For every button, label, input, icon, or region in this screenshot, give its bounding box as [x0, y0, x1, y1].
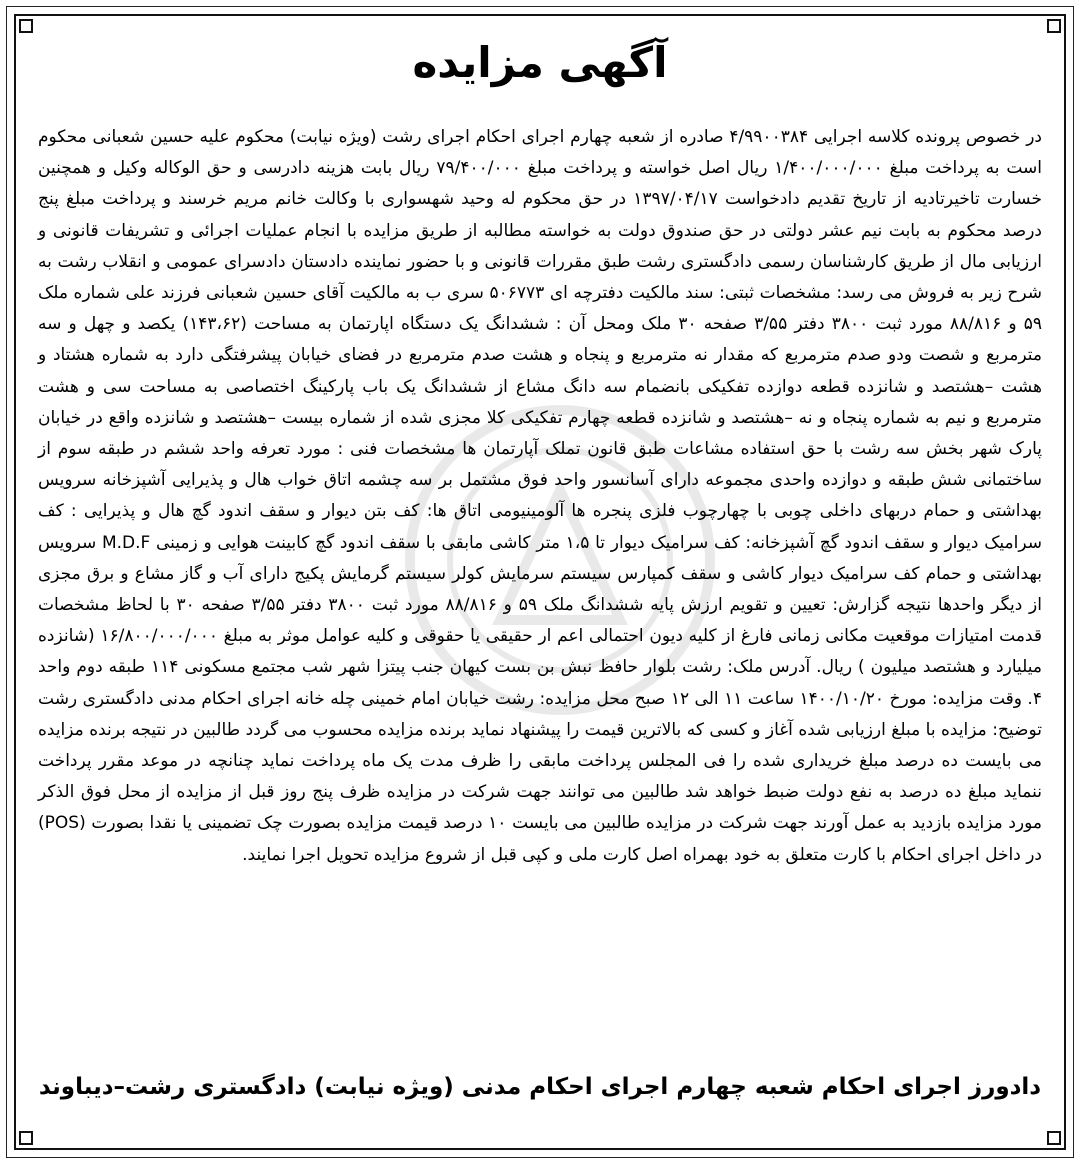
notice-footer-signature: دادورز اجرای احکام شعبه چهارم اجرای احکام مدنی (ویژه نیابت) دادگستری رشت–دیباوند: [38, 1074, 1042, 1100]
corner-ornament: [19, 1131, 33, 1145]
notice-title: آگهی مزایده: [412, 38, 668, 87]
corner-ornament: [19, 19, 33, 33]
corner-ornament: [1047, 1131, 1061, 1145]
corner-ornament: [1047, 19, 1061, 33]
notice-body: در خصوص پرونده کلاسه اجرایی ۴/۹۹۰۰۳۸۴ صادره از شعبه چهارم اجرای احکام اجرای رشت (ویژه نیابت) محکوم علیه حسین شعبانی محکوم است به پرداخت مبلغ ۱/۴۰۰/۰۰۰/۰۰۰ ریال اصل خواسته و پرداخت مبلغ ۷۹/۴۰۰/۰۰۰ ریال بابت هزینه دادرسی و حق الوکاله وکیل و همچنین خسارت تاخیرتادیه از تاریخ تقدیم دادخواست ۱۳۹۷/۰۴/۱۷ در حق محکوم له وحید شهسواری با وکالت خانم مریم خرسند و پرداخت مبلغ پنج درصد محکوم به بابت نیم عشر دولتی در حق صندوق دولت به خواسته مطالبه از طریق مزایده با انجام عملیات اجرائی و تشریفات قانونی و ارزیابی مال از طریق کارشناسان رسمی دادگستری رشت طبق مقررات قانونی و با حضور نماینده دادستان دادسرای عمومی و انقلاب رشت به شرح زیر به فروش می رسد: مشخصات ثبتی: سند مالکیت دفترچه ای ۵۰۶۷۷۳ سری ب به مالکیت آقای حسین شعبانی فرزند علی شماره ملک ۵۹ و ۸۸/۸۱۶ مورد ثبت ۳۸۰۰ دفتر ۳/۵۵ صفحه ۳۰ ملک ومحل آن : ششدانگ یک دستگاه اپارتمان به مساحت (۱۴۳،۶۲) یکصد و چهل و سه مترمربع و شصت ودو صدم مترمربع که مقدار نه مترمربع و پنجاه و هشت صدم مترمربع در فضای خیابان پیشرفتگی دارد به شماره هشتاد و هشت –هشتصد و شانزده قطعه دوازده تفکیکی بانضمام سه دانگ مشاع از ششدانگ یک باب پارکینگ اختصاصی به مساحت سی و هشت مترمربع و نیم به شماره پنجاه و نه –هشتصد و شانزده قطعه چهارم تفکیکی کلا مجزی شده از شماره بیست –هشتصد و شانزده واقع در خیابان پارک شهر بخش سه رشت با حق استفاده مشاعات طبق قانون تملک آپارتمان ها مشخصات فنی : مورد تعرفه واحد ششم در طبقه سوم از ساختمانی شش طبقه و دوازده واحدی مجموعه دارای آسانسور واحد فوق مشتمل بر سه چشمه اتاق خواب هال و پذیرایی آشپزخانه سرویس بهداشتی و حمام دربهای داخلی چوبی با چهارچوب فلزی پنجره ها آلومینیومی اتاق ها: کف بتن دیوار و سقف اندود گچ هال و پذیرایی : کف سرامیک دیوار و سقف اندود گچ آشپزخانه: کف سرامیک دیوار تا ۱،۵ متر کاشی مابقی با سقف اندود گچ کابینت هوایی و زمینی M.D.F سرویس بهداشتی و حمام کف سرامیک دیوار کاشی و سقف کمپارس سیستم سرمایش کولر سیستم گرمایش پکیج دارای آب و گاز مشاع و برق مجزی از دیگر واحدها نتیجه گزارش: تعیین و تقویم ارزش پایه ششدانگ ملک ۵۹ و ۸۸/۸۱۶ مورد ثبت ۳۸۰۰ دفتر ۳/۵۵ صفحه ۳۰ با لحاظ مشخصات قدمت امتیازات موقعیت مکانی زمانی فارغ از کلیه دیون احتمالی اعم ار حقیقی یا حقوقی و کلیه عوامل موثر به مبلغ ۱۶/۸۰۰/۰۰۰/۰۰۰ (شانزده میلیارد و هشتصد میلیون ) ریال. آدرس ملک: رشت بلوار حافظ نبش بن بست کیهان جنب پیتزا شهر شب مجتمع مسکونی ۱۱۴ طبقه دوم واحد ۴. وقت مزایده: مورخ ۱۴۰۰/۱۰/۲۰ ساعت ۱۱ الی ۱۲ صبح محل مزایده: رشت خیابان امام خمینی چله خانه اجرای احکام مدنی دادگستری رشت توضیح: مزایده با مبلغ ارزیابی شده آغاز و کسی که بالاترین قیمت را پیشنهاد نماید برنده مزایده محسوب می گردد طالبین در نتیجه برنده مزایده می بایست ده درصد مبلغ خریداری شده را فی المجلس پرداخت مابقی را ظرف مدت یک ماه پرداخت نماید چنانچه در موعد مقرر پرداخت ننماید مبلغ ده درصد به نفع دولت ضبط خواهد شد طالبین می توانند جهت شرکت در مزایده ظرف پنج روز قبل از مزایده از محل فوق الذکر مورد مزایده بازدید به عمل آورند جهت شرکت در مزایده طالبین می بایست ۱۰ درصد قیمت مزایده بصورت چک تضمینی یا نقدا بصورت (POS) در داخل اجرای احکام با کارت متعلق به خود بهمراه اصل کارت ملی و کپی قبل از شروع مزایده تحویل اجرا نمایند.: [38, 127, 1043, 865]
